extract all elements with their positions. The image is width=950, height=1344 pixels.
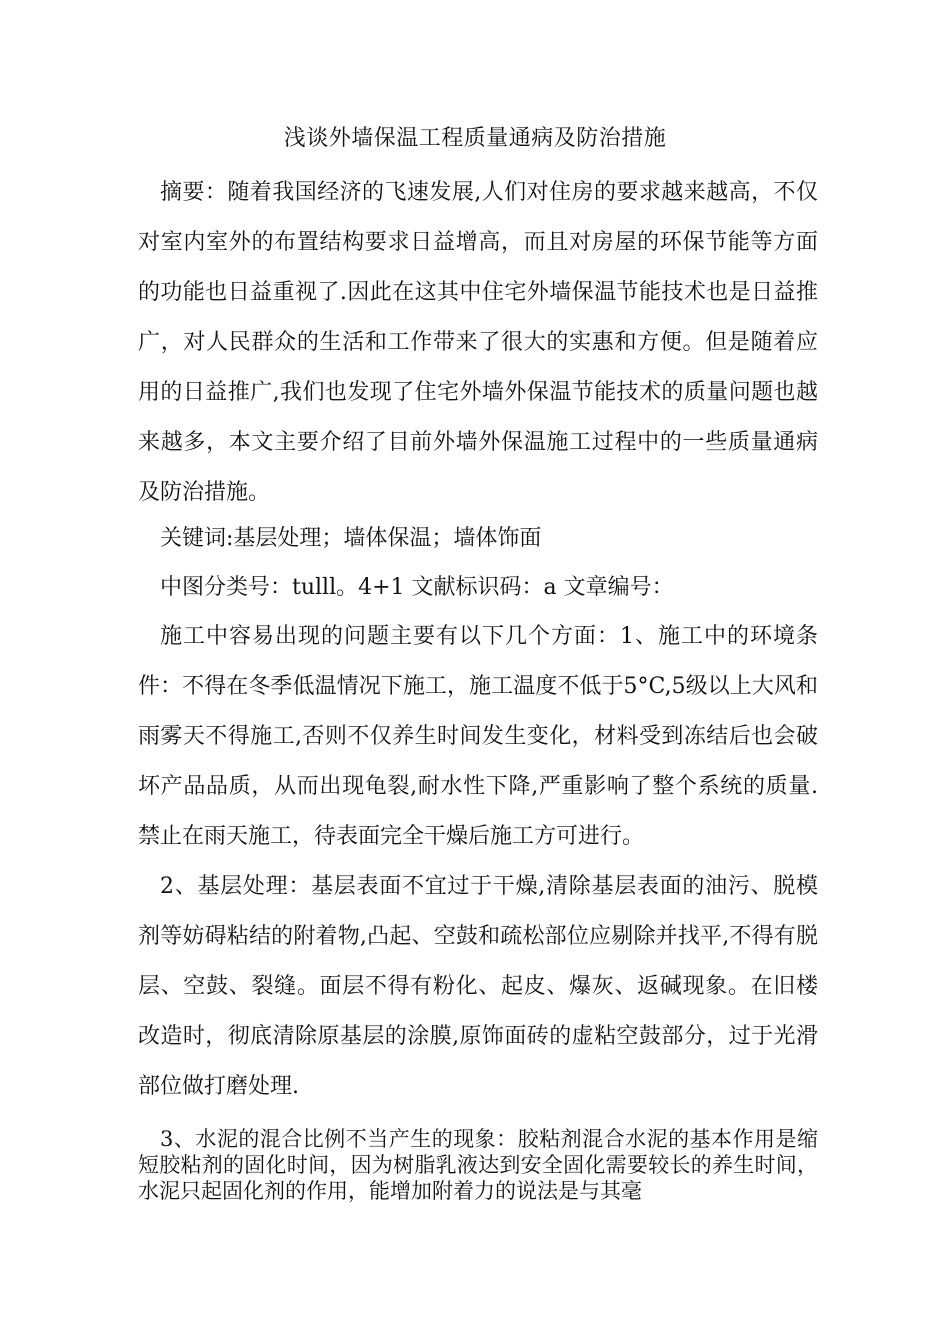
- keywords-line: 关键词:基层处理；墙体保温；墙体饰面: [160, 526, 542, 551]
- abstract-paragraph: 摘要：随着我国经济的飞速发展,人们对住房的要求越来越高，不仅对室内室外的布置结构要求日益增高，而且对房屋的环保节能等方面的功能也日益重视了.因此在这其中住宅外墙保温节能技术也是日益推广，对人民群众的生活和工作带来了很大的实惠和方便。但是随着应用的日益推广,我们也发现了住宅外墙外保温节能技术的质量问题也越来越多，本文主要介绍了目前外墙外保温施工过程中的一些质量通病及防治措施。: [138, 180, 818, 505]
- body-paragraph-3: 3、水泥的混合比例不当产生的现象：胶粘剂混合水泥的基本作用是缩短胶粘剂的固化时间，因为树脂乳液达到安全固化需要较长的养生时间，水泥只起固化剂的作用，能增加附着力的说法是与其毫: [138, 1127, 818, 1203]
- body-paragraph-1: 施工中容易出现的问题主要有以下几个方面：1、施工中的环境条件：不得在冬季低温情况下施工，施工温度不低于5°C,5级以上大风和雨雾天不得施工,否则不仅养生时间发生变化，材料受到冻结后也会破坏产品品质，从而出现龟裂,耐水性下降,严重影响了整个系统的质量.禁止在雨天施工，待表面完全干燥后施工方可进行。: [138, 624, 818, 849]
- body-paragraph-2: 2、基层处理：基层表面不宜过于干燥,清除基层表面的油污、脱模剂等妨碍粘结的附着物,凸起、空鼓和疏松部位应剔除并找平,不得有脱层、空鼓、裂缝。面层不得有粉化、起皮、爆灰、返碱现象。在旧楼改造时，彻底清除原基层的涂膜,原饰面砖的虚粘空鼓部分，过于光滑部位做打磨处理.: [138, 874, 818, 1099]
- document-title: 浅谈外墙保温工程质量通病及防治措施: [283, 126, 667, 151]
- classification-line: 中图分类号：tulll。4+1 文献标识码：a 文章编号：: [160, 575, 674, 600]
